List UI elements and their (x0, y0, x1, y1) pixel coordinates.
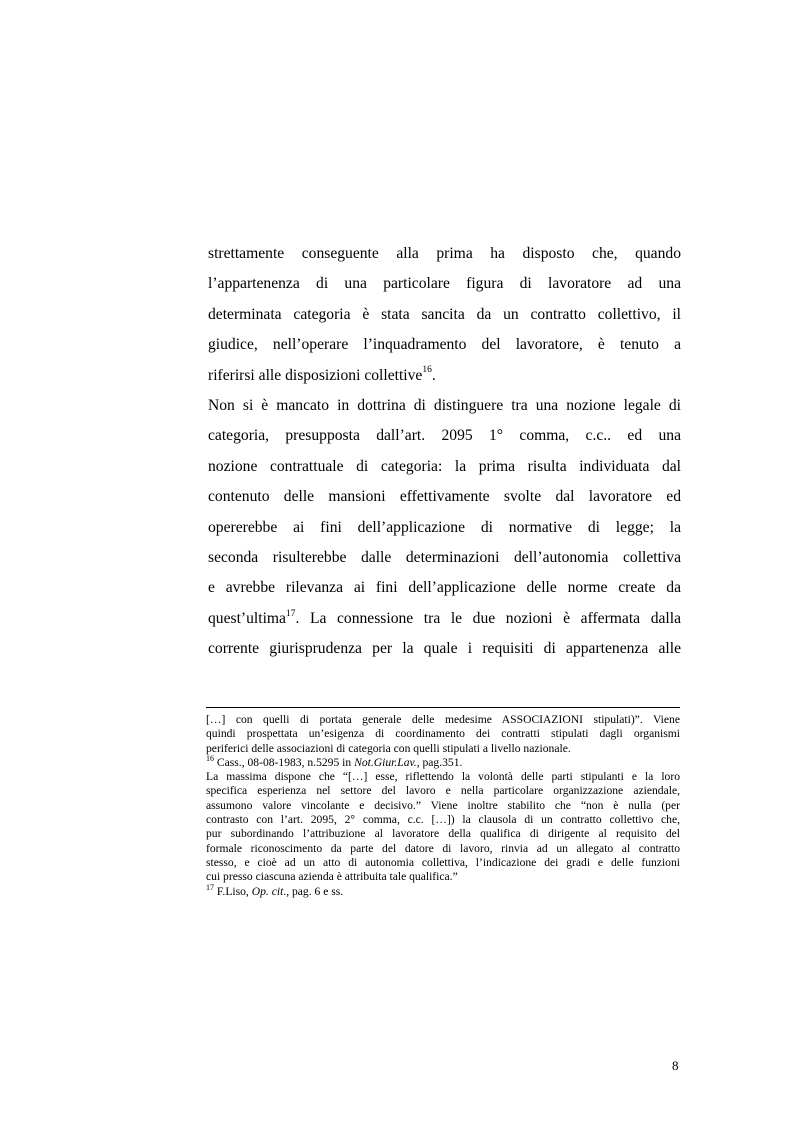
body-line-rest: . La connessione tra le due nozioni è affermata dalla (295, 609, 681, 627)
body-line: corrente giurisprudenza per la quale i requisiti di appartenenza alle (208, 640, 681, 658)
footnote-line: contrasto con l’art. 2095, 2° comma, c.c. […]) la clausola di un contratto collettivo che, (206, 813, 680, 827)
footnote-line: cui presso ciascuna azienda è attribuita tale qualifica.” (206, 870, 458, 884)
footnote-ref-17: 17 (285, 608, 296, 619)
footnote-line: specifica esperienza nel settore del lavoro e nella particolare organizzazione aziendale, (206, 784, 680, 798)
body-line: contenuto delle mansioni effettivamente svolte dal lavoratore ed (208, 488, 681, 506)
body-line-end: . (431, 366, 436, 384)
footnote-number: 17 (206, 882, 214, 892)
footnote-text: F.Liso, (214, 884, 252, 898)
cited-work: Op. cit (251, 884, 284, 898)
footnote-line: La massima dispone che “[…] esse, riflettendo la volontà delle parti stipulanti e la loro (206, 770, 680, 784)
footnote-line: quindi prospettata un’esigenza di coordinamento dei contratti stipulati dagli organismi (206, 727, 680, 741)
footnote-text: ., pag. 6 e ss. (283, 884, 344, 898)
journal-title: Not.Giur.Lav. (354, 755, 417, 769)
footnote-line: stesso, e cioè ad un atto di autonomia collettiva, l’indicazione dei gradi e delle funzioni (206, 855, 680, 869)
footnote-line: periferici delle associazioni di categoria con quelli stipulati a livello nazionale. (206, 741, 571, 755)
body-line: nozione contrattuale di categoria: la prima risulta individuata dal (208, 457, 681, 475)
body-line: categoria, presupposta dall’art. 2095 1° comma, c.c.. ed una (208, 427, 681, 445)
body-line: l’appartenenza di una particolare figura di lavoratore ad una (208, 275, 681, 293)
body-line: opererebbe ai fini dell’applicazione di normative di legge; la (208, 518, 681, 536)
footnote-separator (206, 707, 680, 708)
footnote-ref-16: 16 (422, 365, 432, 376)
body-line: seconda risulterebbe dalle determinazioni dell’autonomia collettiva (208, 548, 681, 566)
body-text (208, 239, 681, 664)
footnote-number: 16 (206, 754, 214, 764)
body-line: Non si è mancato in dottrina di distinguere tra una nozione legale di (208, 396, 681, 414)
footnotes (206, 713, 680, 899)
footnote-line: assumono valore vincolante e decisivo.” Viene inoltre stabilito che “non è nulla (per (206, 798, 680, 812)
footnote-17 (206, 882, 680, 899)
page-number: 8 (672, 1058, 679, 1073)
footnote-line: pur subordinando l’attribuzione al lavoratore della qualifica di dirigente al requisito del (206, 827, 680, 841)
body-line: determinata categoria è stata sancita da un contratto collettivo, il (208, 305, 681, 323)
body-line: e avrebbe rilevanza ai fini dell’applicazione delle norme create da (208, 579, 681, 597)
body-line (208, 604, 681, 634)
footnote-line: […] con quelli di portata generale delle medesime ASSOCIAZIONI stipulati)”. Viene (206, 713, 680, 726)
footnote-line: formale riconoscimento da parte del datore di lavoro, rinvia ad un allegato al contratto (206, 841, 680, 855)
body-line: strettamente conseguente alla prima ha disposto che, quando (208, 245, 681, 262)
body-line-text: quest’ultima (208, 609, 286, 627)
body-line-text: riferirsi alle disposizioni collettive (208, 366, 423, 384)
body-line: giudice, nell’operare l’inquadramento del lavoratore, è tenuto a (208, 336, 681, 354)
footnote-text: Cass., 08-08-1983, n.5295 in (214, 755, 355, 769)
body-line (208, 361, 681, 391)
footnote-16 (206, 756, 680, 770)
footnote-text: , pag.351. (416, 755, 463, 769)
